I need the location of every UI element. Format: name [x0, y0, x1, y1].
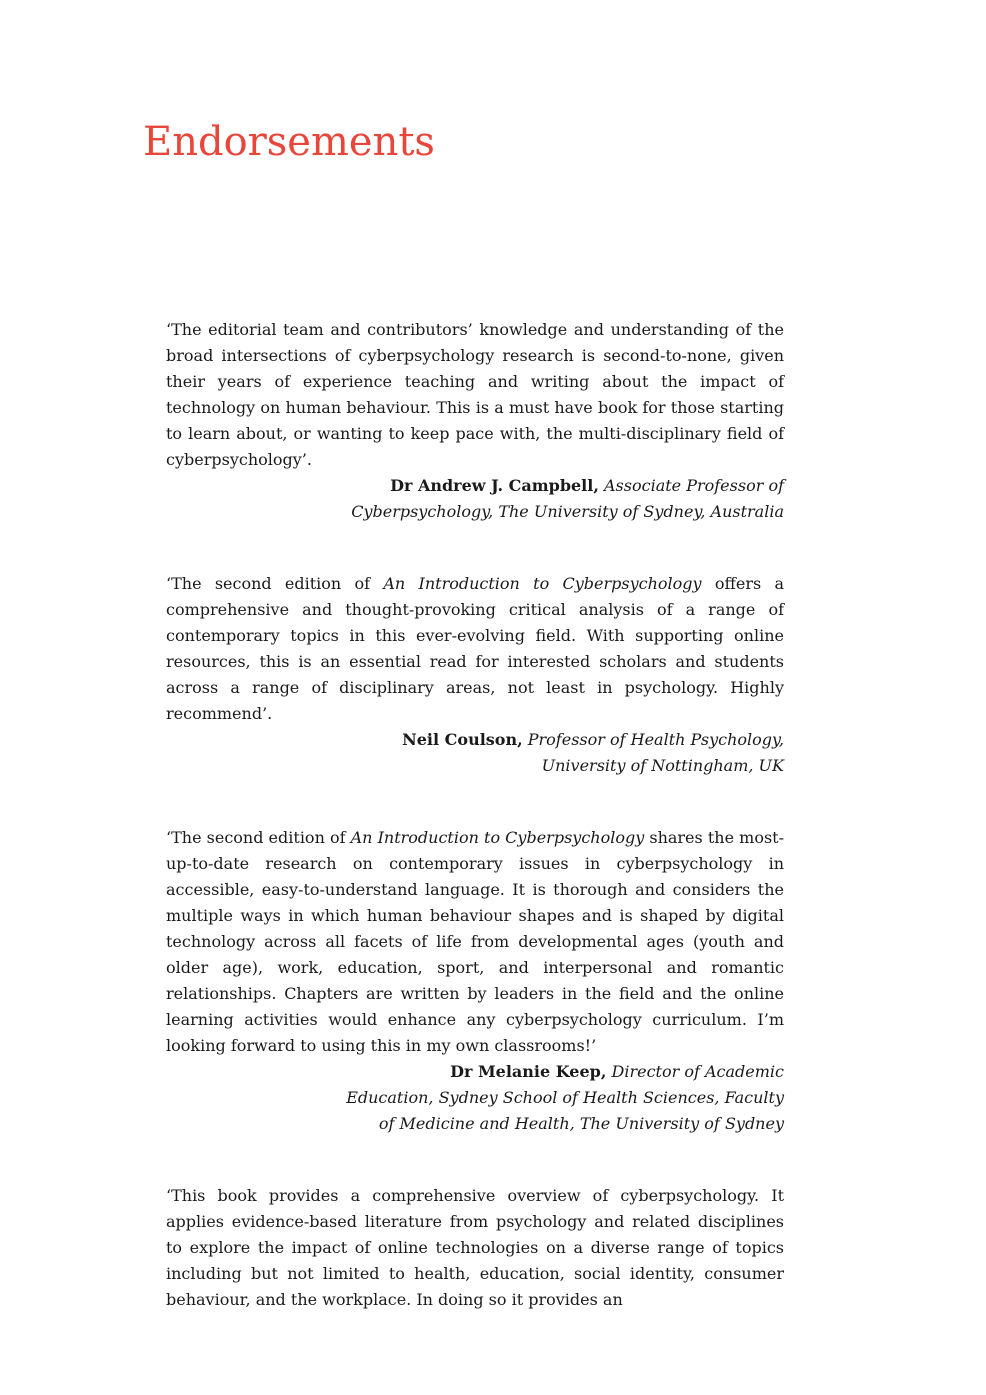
endorser-role-line: Education, Sydney School of Health Sciences, Faculty: [346, 1088, 784, 1107]
endorser-name: Neil Coulson,: [402, 730, 523, 749]
endorsement-overview: [166, 1183, 784, 1313]
endorsement-keep: [166, 825, 784, 1137]
quote-text: ‘The second edition of: [166, 574, 384, 593]
endorser-role: Associate Professor of: [604, 476, 784, 495]
endorsement-attribution: [166, 727, 784, 779]
book-title: An Introduction to Cyberpsychology: [350, 828, 645, 847]
quote-text: offers a comprehensive and thought-provoking critical analysis of a range of contemporary topics in this ever-evolving field. With supporting online resources, this is an essential read for interested scholars and students across a range of disciplinary areas, not least in psychology. Highly recommend’.: [166, 574, 785, 723]
endorser-role-line: Cyberpsychology, The University of Sydney, Australia: [351, 502, 784, 521]
endorsement-campbell: [166, 317, 784, 525]
endorser-role-line: University of Nottingham, UK: [541, 756, 784, 775]
endorsement-quote: [166, 571, 784, 727]
endorsement-quote: ‘The editorial team and contributors’ knowledge and understanding of the broad intersections of cyberpsychology research is second-to-none, given their years of experience teaching and writing about the impact of technology on human behaviour. This is a must have book for those starting to learn about, or wanting to keep pace with, the multi-disciplinary field of cyberpsychology’.: [166, 320, 784, 469]
endorsement-attribution: [166, 1059, 784, 1137]
book-title: An Introduction to Cyberpsychology: [383, 574, 702, 593]
endorsements-list: [166, 317, 784, 1359]
endorser-name: Dr Andrew J. Campbell,: [390, 476, 599, 495]
endorsement-quote: [166, 825, 784, 1059]
endorser-role: Professor of Health Psychology,: [527, 730, 784, 749]
quote-text: shares the most-up-to-date research on contemporary issues in cyberpsychology in accessible, easy-to-understand language. It is thorough and considers the multiple ways in which human behaviour shapes and is shaped by digital technology across all facets of life from developmental ages (youth and older age), work, education, sport, and interpersonal and romantic relationships. Chapters are written by leaders in the field and the online learning activities would enhance any cyberpsychology curriculum. I’m looking forward to using this in my own classrooms!’: [166, 828, 784, 1055]
endorser-name: Dr Melanie Keep,: [450, 1062, 607, 1081]
endorsement-coulson: [166, 571, 784, 779]
endorsement-attribution: [166, 473, 784, 525]
endorser-role: Director of Academic: [611, 1062, 784, 1081]
quote-text: ‘The second edition of: [166, 828, 351, 847]
endorser-role-line: of Medicine and Health, The University of Sydney: [378, 1114, 784, 1133]
endorsement-quote: ‘This book provides a comprehensive overview of cyberpsychology. It applies evidence-based literature from psychology and related disciplines to explore the impact of online technologies on a diverse range of topics including but not limited to health, education, social identity, consumer behaviour, and the workplace. In doing so it provides an: [166, 1186, 784, 1309]
page-title: Endorsements: [143, 119, 435, 165]
